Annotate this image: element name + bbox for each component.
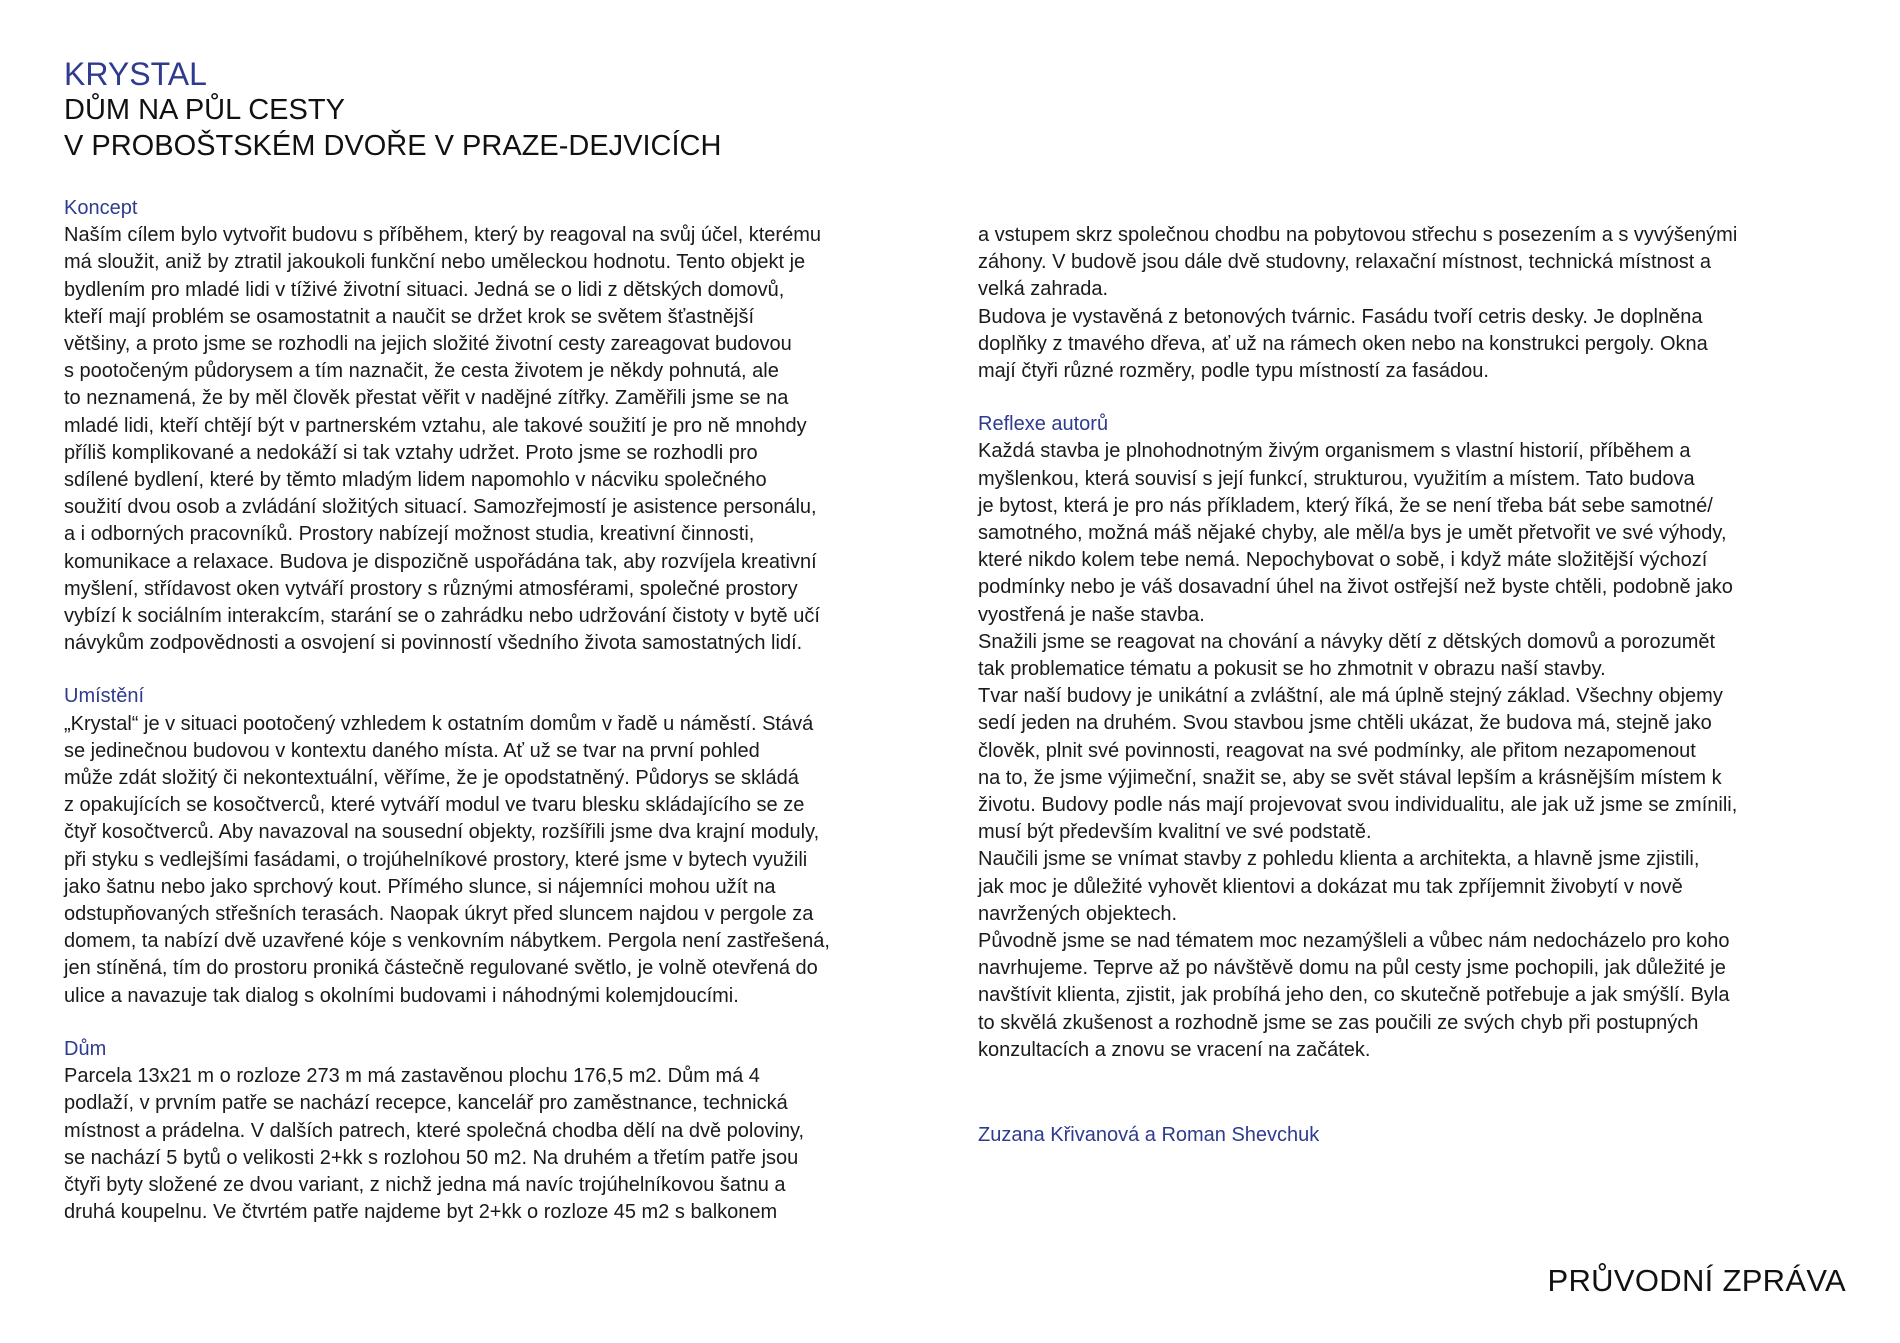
section-koncept: [64, 195, 944, 657]
section-text-koncept: Naším cílem bylo vytvořit budovu s příběhem, který by reagoval na svůj účel, kterému má sloužit, aniž by ztratil jakoukoli funkční nebo uměleckou hodnotu. Tento objekt je bydlením pro mladé lidi v tíživé životní situaci. Jedná se o lidi z dětských domovů, kteří mají problém se osamostatnit a naučit se držet krok se světem šťastnější většiny, a proto jsme se rozhodli na jejich složité životní cesty zareagovat budovou s pootočeným půdorysem a tím naznačit, že cesta životem je někdy pohnutá, ale to neznamená, že by měl člověk přestat věřit v nadějné zítřky. Zaměřili jsme se na mladé lidi, kteří chtějí být v partnerském vztahu, ale takové soužití je pro ně mnohdy příliš komplikované a nedokáží si tak vztahy udržet. Proto jsme se rozhodli pro sdílené bydlení, které by těmto mladým lidem napomohlo v nácviku společného soužití dvou osob a zvládání složitých situací. Samozřejmostí je asistence personálu, a i odborných pracovníků. Prostory nabízejí možnost studia, kreativní činnosti, komunikace a relaxace. Budova je dispozičně uspořádána tak, aby rozvíjela kreativní myšlení, střídavost oken vytváří prostory s různými atmosférami, společné prostory vybízí k sociálním interakcím, starání se o zahrádku nebo udržování čistoty v bytě učí návykům zodpovědnosti a osvojení si povinností všedního života samostatných lidí.: [64, 224, 821, 655]
report-type-title: PRŮVODNÍ ZPRÁVA: [1547, 1263, 1846, 1298]
project-title-line-2: V PROBOŠTSKÉM DVOŘE V PRAZE-DEJVICÍCH: [64, 130, 722, 162]
section-umisteni: [64, 683, 944, 1009]
section-text-reflexe: Každá stavba je plnohodnotným živým organismem s vlastní historií, příběhem a myšlenkou, která souvisí s její funkcí, strukturou, využitím a místem. Tato budova je bytost, která je pro nás příkladem, který říká, že se není třeba bát sebe samotné/ samotného, možná máš nějaké chyby, ale měl/a bys je umět přetvořit ve své výhody, které nikdo kolem tebe nemá. Nepochybovat o sobě, i když máte složitější výchozí podmínky nebo je váš dosavadní úhel na život ostřejší než byste chtěli, podobně jako vyostřená je naše stavba. Snažili jsme se reagovat na chování a návyky dětí z dětských domovů a porozumět tak problematice tématu a pokusit se ho zhmotnit v obrazu naší stavby. Tvar naší budovy je unikátní a zvláštní, ale má úplně stejný základ. Všechny objemy sedí jeden na druhém. Svou stavbou jsme chtěli ukázat, že budova má, stejně jako člověk, plnit své povinnosti, reagovat na své podmínky, ale přitom nezapomenout na to, že jsme výjimeční, snažit se, aby se svět stával lepším a krásnějším místem k životu. Budovy podle nás mají projevovat svou individualitu, ale jak už jsme se zmínili, musí být především kvalitní ve své podstatě. Naučili jsme se vnímat stavby z pohledu klienta a architekta, a hlavně jsme zjistili, jak moc je důležité vyhovět klientovi a dokázat mu tak zpříjemnit živobytí v nově navržených objektech. Původně jsme se nad tématem moc nezamýšleli a vůbec nám nedocházelo pro koho navrhujeme. Teprve až po návštěvě domu na půl cesty jsme pochopili, jak důležité je navštívit klienta, zjistit, jak probíhá jeho den, co skutečně potřebuje a jak smýšlí. Byla to skvělá zkušenost a rozhodně jsme se zas poučili ze svých chyb při postupných konzultacích a znovu se vracení na začátek.: [978, 440, 1738, 1061]
section-text-dum-continued: a vstupem skrz společnou chodbu na pobytovou střechu s posezením a s vyvýšenými záhony. V budově jsou dále dvě studovny, relaxační místnost, technická místnost a velká zahrada. Budova je vystavěná z betonových tvárnic. Fasádu tvoří cetris desky. Je doplněna doplňky z tmavého dřeva, ať už na rámech oken nebo na konstrukci pergoly. Okna mají čtyři různé rozměry, podle typu místností za fasádou.: [978, 224, 1738, 383]
section-heading-dum: Dům: [64, 1037, 107, 1060]
section-heading-umisteni: Umístění: [64, 685, 145, 708]
project-title-line-1: DŮM NA PŮL CESTY: [64, 94, 345, 126]
section-reflexe: [978, 411, 1858, 1064]
section-text-dum: Parcela 13x21 m o rozloze 273 m má zastavěnou plochu 176,5 m2. Dům má 4 podlaží, v prvním patře se nachází recepce, kancelář pro zaměstnance, technická místnost a prádelna. V dalších patrech, které společná chodba dělí na dvě poloviny, se nachází 5 bytů o velikosti 2+kk s rozlohou 50 m2. Na druhém a třetím patře jsou čtyři byty složené ze dvou variant, z nichž jedna má navíc trojúhelníkovou šatnu a druhá koupelnu. Ve čtvrtém patře najdeme byt 2+kk o rozloze 45 m2 s balkonem: [64, 1065, 805, 1224]
section-heading-koncept: Koncept: [64, 197, 138, 219]
section-heading-reflexe: Reflexe autorů: [978, 413, 1109, 436]
section-dum: [64, 1036, 944, 1226]
left-column: [64, 195, 944, 1252]
project-name: KRYSTAL: [64, 56, 207, 92]
section-text-umisteni: „Krystal“ je v situaci pootočený vzhledem k ostatním domům v řadě u náměstí. Stává se jedinečnou budovou v kontextu daného místa. Ať už se tvar na první pohled může zdát složitý či nekontextuální, věříme, že je opodstatněný. Půdorys se skládá z opakujících se kosočtverců, které vytváří modul ve tvaru blesku skládajícího se ze čtyř kosočtverců. Aby navazoval na sousední objekty, rozšířili jsme dva krajní moduly, při styku s vedlejšími fasádami, o trojúhelníkové prostory, které jsme v bytech využili jako šatnu nebo jako sprchový kout. Přímého slunce, si nájemníci mohou užít na odstupňovaných střešních terasách. Naopak úkryt před sluncem najdou v pergole za domem, ta nabízí dvě uzavřené kóje s venkovním nábytkem. Pergola není zastřešená, jen stíněná, tím do prostoru proniká částečně regulované světlo, je volně otevřená do ulice a navazuje tak dialog s okolními budovami i náhodnými kolemjdoucími.: [64, 712, 830, 1007]
right-column: [978, 195, 1858, 1149]
authors-signature: Zuzana Křivanová a Roman Shevchuk: [978, 1124, 1320, 1147]
document-header: [64, 56, 964, 164]
